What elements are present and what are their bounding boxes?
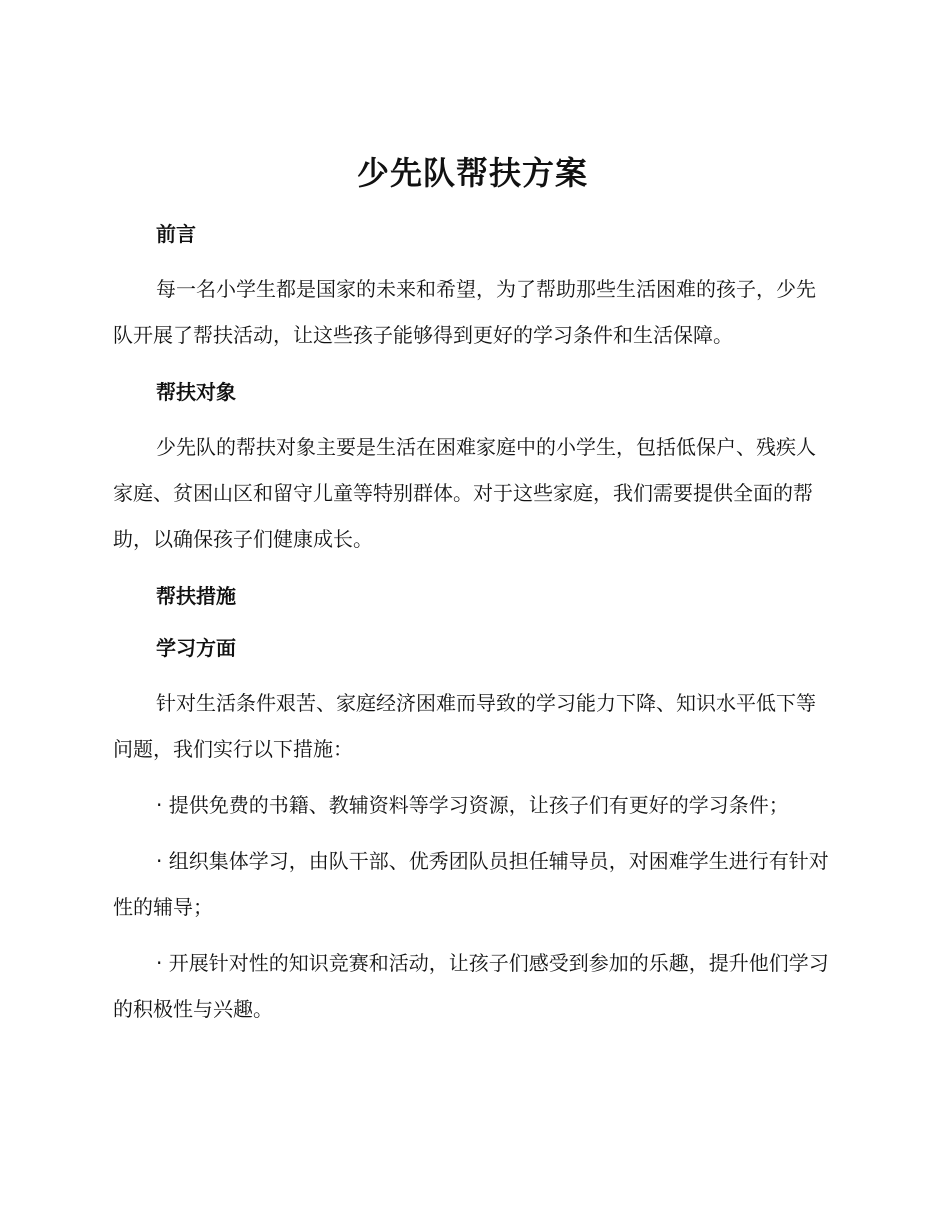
document-title: 少先队帮扶方案: [356, 154, 588, 192]
list-item-group-study: · 组织集体学习，由队干部、优秀团队员担任辅导员，对困难学生进行有针对性的辅导；: [113, 849, 829, 919]
paragraph-study: 针对生活条件艰苦、家庭经济困难而导致的学习能力下降、知识水平低下等问题，我们实行以下措施：: [113, 691, 816, 761]
paragraph-targets: 少先队的帮扶对象主要是生活在困难家庭中的小学生，包括低保户、残疾人家庭、贫困山区和留守儿童等特别群体。对于这些家庭，我们需要提供全面的帮助，以确保孩子们健康成长。: [113, 435, 816, 551]
section-heading-targets: 帮扶对象: [156, 380, 236, 404]
list-item-study-resources: · 提供免费的书籍、教辅资料等学习资源，让孩子们有更好的学习条件；: [156, 793, 789, 817]
section-heading-study: 学习方面: [156, 636, 236, 660]
list-item-competitions: · 开展针对性的知识竞赛和活动，让孩子们感受到参加的乐趣，提升他们学习的积极性与兴趣。: [113, 951, 829, 1021]
section-heading-preface: 前言: [156, 222, 196, 246]
section-heading-measures: 帮扶措施: [156, 584, 236, 608]
paragraph-preface: 每一名小学生都是国家的未来和希望，为了帮助那些生活困难的孩子，少先队开展了帮扶活动，让这些孩子能够得到更好的学习条件和生活保障。: [113, 277, 816, 347]
